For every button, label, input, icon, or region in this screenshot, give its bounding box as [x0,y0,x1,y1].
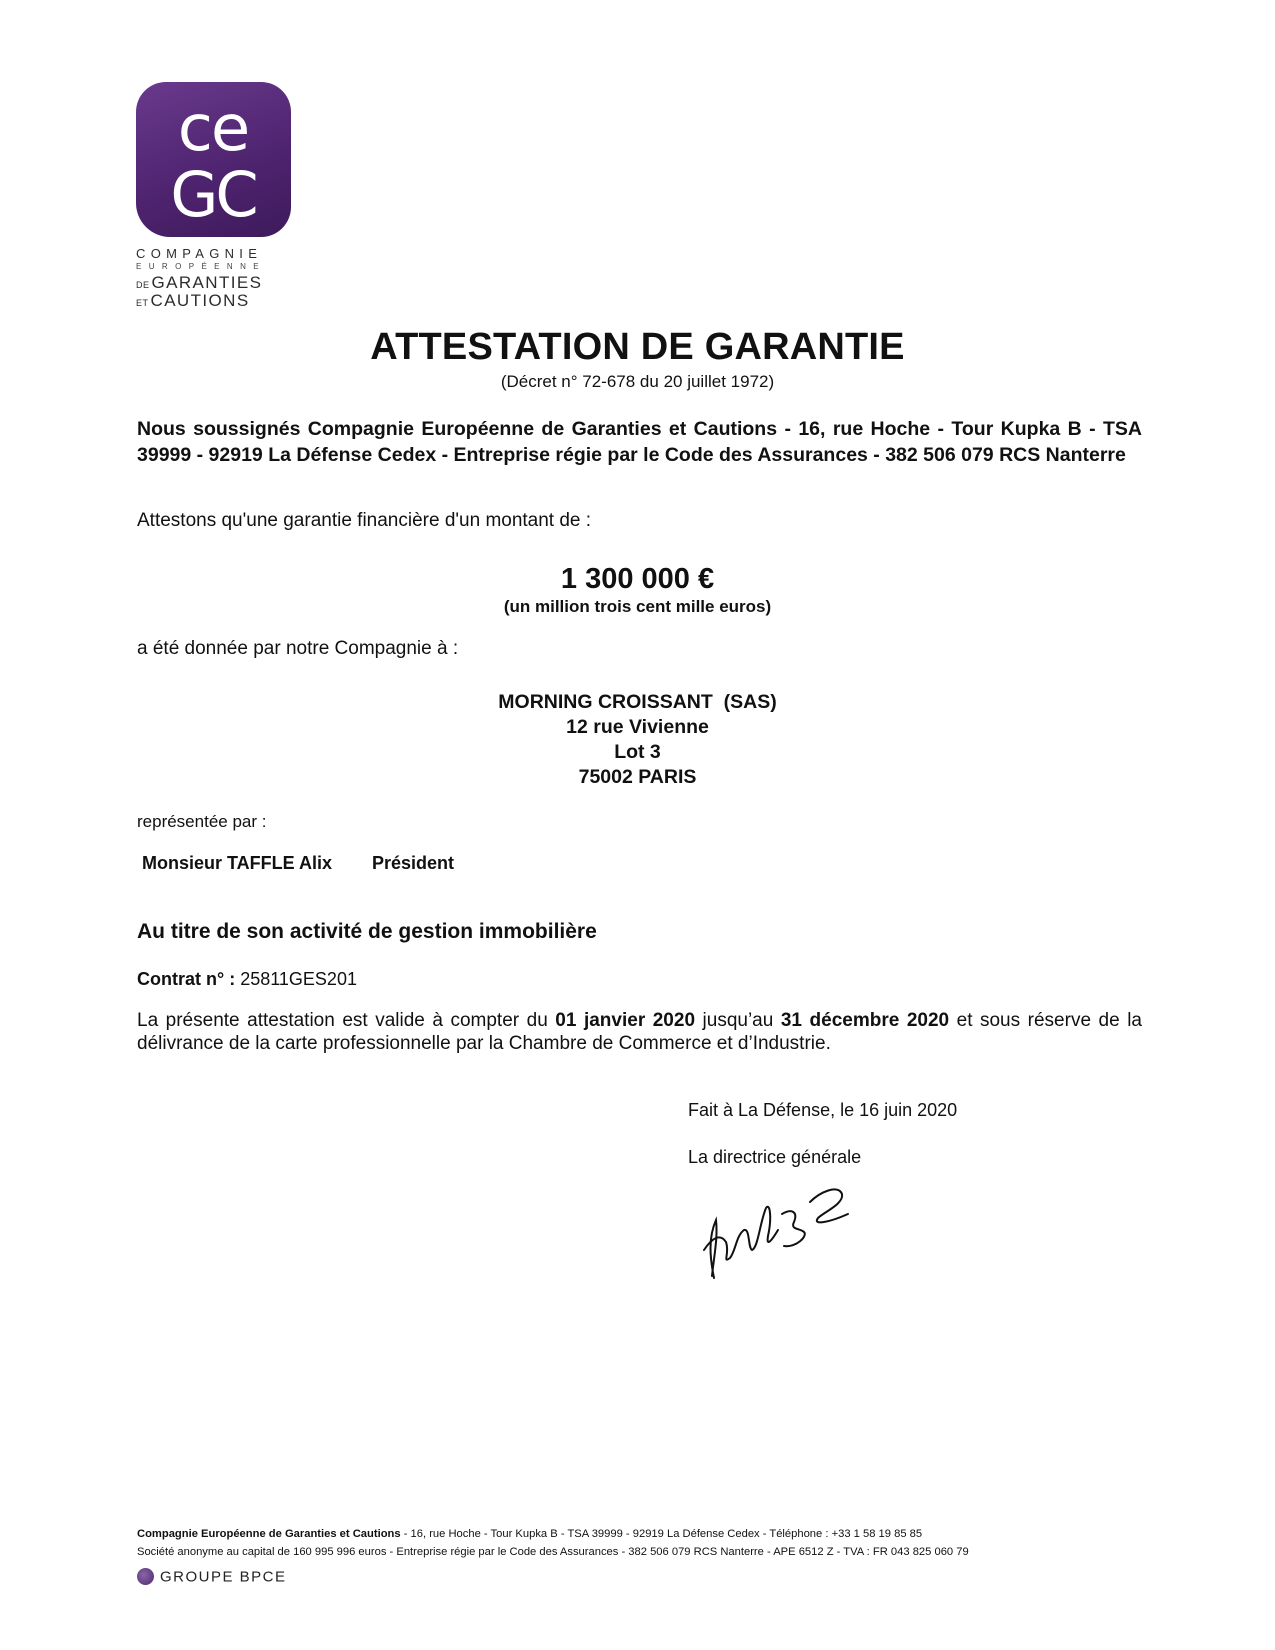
signatory-title: La directrice générale [688,1147,862,1167]
handwritten-signature [700,1178,860,1288]
logo-mark-bottom: GC [170,158,256,231]
logo-line-cautions [136,292,296,309]
beneficiary-city: 75002 PARIS [578,766,697,788]
cegc-logo-mark [136,82,291,237]
beneficiary-lot: Lot 3 [614,741,661,763]
activity-heading: Au titre de son activité de gestion immobilière [137,920,597,943]
beneficiary-street: 12 rue Vivienne [566,716,709,738]
logo-wordmark [136,247,296,309]
footer-address [137,1528,922,1540]
insurer-statement: Nous soussignés Compagnie Européenne de Garanties et Cautions - 16, rue Hoche - Tour Kupka B - TSA 39999 - 92919 La Défense Cedex - Entreprise régie par le Code des Assurances - 382 506 079 RCS Nanterre [137,418,1142,466]
signature-stroke-1 [711,1220,717,1278]
cegc-monogram [136,82,291,237]
contract-line [137,969,357,990]
beneficiary-name: MORNING CROISSANT (SAS) [498,691,777,713]
bpce-label: GROUPE BPCE [160,1568,287,1586]
validity-text-after: et sous réserve de la délivrance de la carte professionnelle par la Chambre de Commerce et d’Industrie. [137,1010,1142,1054]
guarantee-amount: 1 300 000 € [560,563,715,595]
document-title: ATTESTATION DE GARANTIE [370,326,905,368]
footer-company: Compagnie Européenne de Garanties et Cautions [137,1528,401,1540]
given-text: a été donnée par notre Compagnie à : [137,638,459,659]
logo-word-cautions: CAUTIONS [150,291,250,310]
contract-label: Contrat n° : [137,969,236,989]
validity-statement [137,1009,1142,1055]
representative-title: Président [372,853,455,873]
logo-word-garanties: GARANTIES [151,273,263,292]
bpce-icon [137,1568,154,1585]
logo-prefix-et: ET [136,298,149,308]
groupe-bpce-logo [137,1568,287,1586]
footer-legal: Société anonyme au capital de 160 995 996 euros - Entreprise régie par le Code des Assurances - 382 506 079 RCS Nanterre - APE 6512 Z - TVA : FR 043 825 060 79 [137,1546,969,1558]
beneficiary-address [0,690,1275,790]
represented-by-label: représentée par : [137,812,267,831]
logo-line-compagnie: COMPAGNIE [136,246,263,261]
place-date: Fait à La Défense, le 16 juin 2020 [688,1100,958,1120]
logo-mark-top: ce [177,92,249,166]
representative-name: Monsieur TAFFLE Alix [142,853,333,873]
footer-address-text: - 16, rue Hoche - Tour Kupka B - TSA 39999 - 92919 La Défense Cedex - Téléphone : +33 1 58 19 85 85 [400,1528,923,1540]
validity-end-date: 31 décembre 2020 [780,1010,950,1031]
decree-reference: (Décret n° 72-678 du 20 juillet 1972) [500,372,775,391]
validity-text-before: La présente attestation est valide à compter du [137,1010,556,1031]
validity-text-middle: jusqu’au [695,1010,781,1031]
logo-line-garanties [136,274,296,291]
contract-number: 25811GES201 [240,969,357,989]
attest-text: Attestons qu'une garantie financière d'un montant de : [137,510,592,531]
logo-line-europeenne: EUROPÉENNE [136,262,267,271]
validity-start-date: 01 janvier 2020 [555,1010,696,1031]
guarantee-amount-words: (un million trois cent mille euros) [503,597,772,616]
signature-stroke-4 [810,1189,848,1222]
logo-prefix-de: DE [136,280,150,290]
signature-stroke-3 [782,1211,805,1246]
